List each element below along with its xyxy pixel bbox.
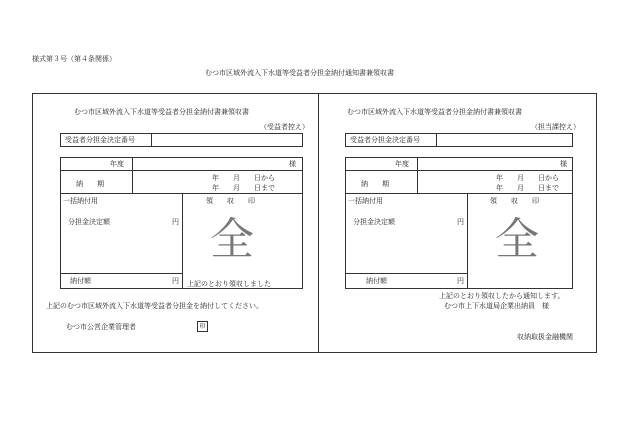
left-amount-yen: 円: [172, 218, 179, 226]
right-receipt-seal-label: 領 収 印: [490, 197, 539, 205]
left-amount-decided-label: 分担金決定額: [68, 218, 110, 226]
right-paid-yen: 円: [457, 277, 464, 285]
left-pay-instruction: 上記のむつ市区域外流入下水道等受益者分担金を納付してください。: [46, 302, 263, 310]
right-sama: 様: [560, 160, 567, 168]
left-lump-sum-label: 一括納付用: [63, 197, 98, 205]
left-sama: 様: [289, 160, 296, 168]
form-title: むつ市区域外流入下水道等受益者分担金納付通知書兼領収書: [205, 69, 394, 77]
left-year-label: 年度: [110, 160, 124, 168]
left-date-from: 年 月 日から: [212, 174, 275, 182]
right-copy-label: （担当課控え）: [531, 123, 580, 131]
left-manager-label: むつ市公営企業管理者: [66, 323, 136, 331]
left-id-field[interactable]: [152, 134, 302, 146]
form-number: 様式第３号（第４条関係）: [32, 55, 116, 63]
right-date-to: 年 月 日まで: [496, 184, 559, 192]
right-lump-sum-label: 一括納付用: [348, 197, 383, 205]
left-title: むつ市区域外流入下水道等受益者分担金納付書兼領収書: [74, 108, 249, 116]
right-notice-line2: むつ市上下水道局企業出納員 様: [444, 302, 549, 310]
left-zen-stamp: 全: [210, 214, 254, 265]
right-paid-amount-label: 納付額: [366, 277, 387, 285]
panel-divider: [318, 93, 319, 353]
right-id-label: 受益者分担金決定番号: [350, 136, 420, 144]
right-year-label: 年度: [395, 160, 409, 168]
left-received-note: 上記のとおり領収しました: [187, 280, 271, 288]
seal-mark: 印: [197, 321, 208, 332]
left-deadline-label: 納 期: [76, 180, 104, 188]
right-zen-stamp: 全: [495, 214, 539, 265]
right-amount-yen: 円: [457, 218, 464, 226]
right-id-field[interactable]: [437, 134, 572, 146]
left-paid-yen: 円: [172, 277, 179, 285]
left-date-to: 年 月 日まで: [212, 184, 275, 192]
right-deadline-label: 納 期: [361, 180, 389, 188]
left-id-label: 受益者分担金決定番号: [65, 136, 135, 144]
right-bank-label: 収納取扱金融機関: [517, 333, 573, 341]
right-date-from: 年 月 日から: [496, 174, 559, 182]
left-paid-amount-label: 納付額: [70, 277, 91, 285]
left-copy-label: （受益者控え）: [260, 123, 309, 131]
right-title: むつ市区域外流入下水道等受益者分担金納付書兼領収書: [347, 108, 522, 116]
right-amount-decided-label: 分担金決定額: [353, 218, 395, 226]
right-notice-line1: 上記のとおり領収したから通知します。: [439, 292, 565, 300]
left-receipt-seal-label: 領 収 印: [206, 197, 255, 205]
